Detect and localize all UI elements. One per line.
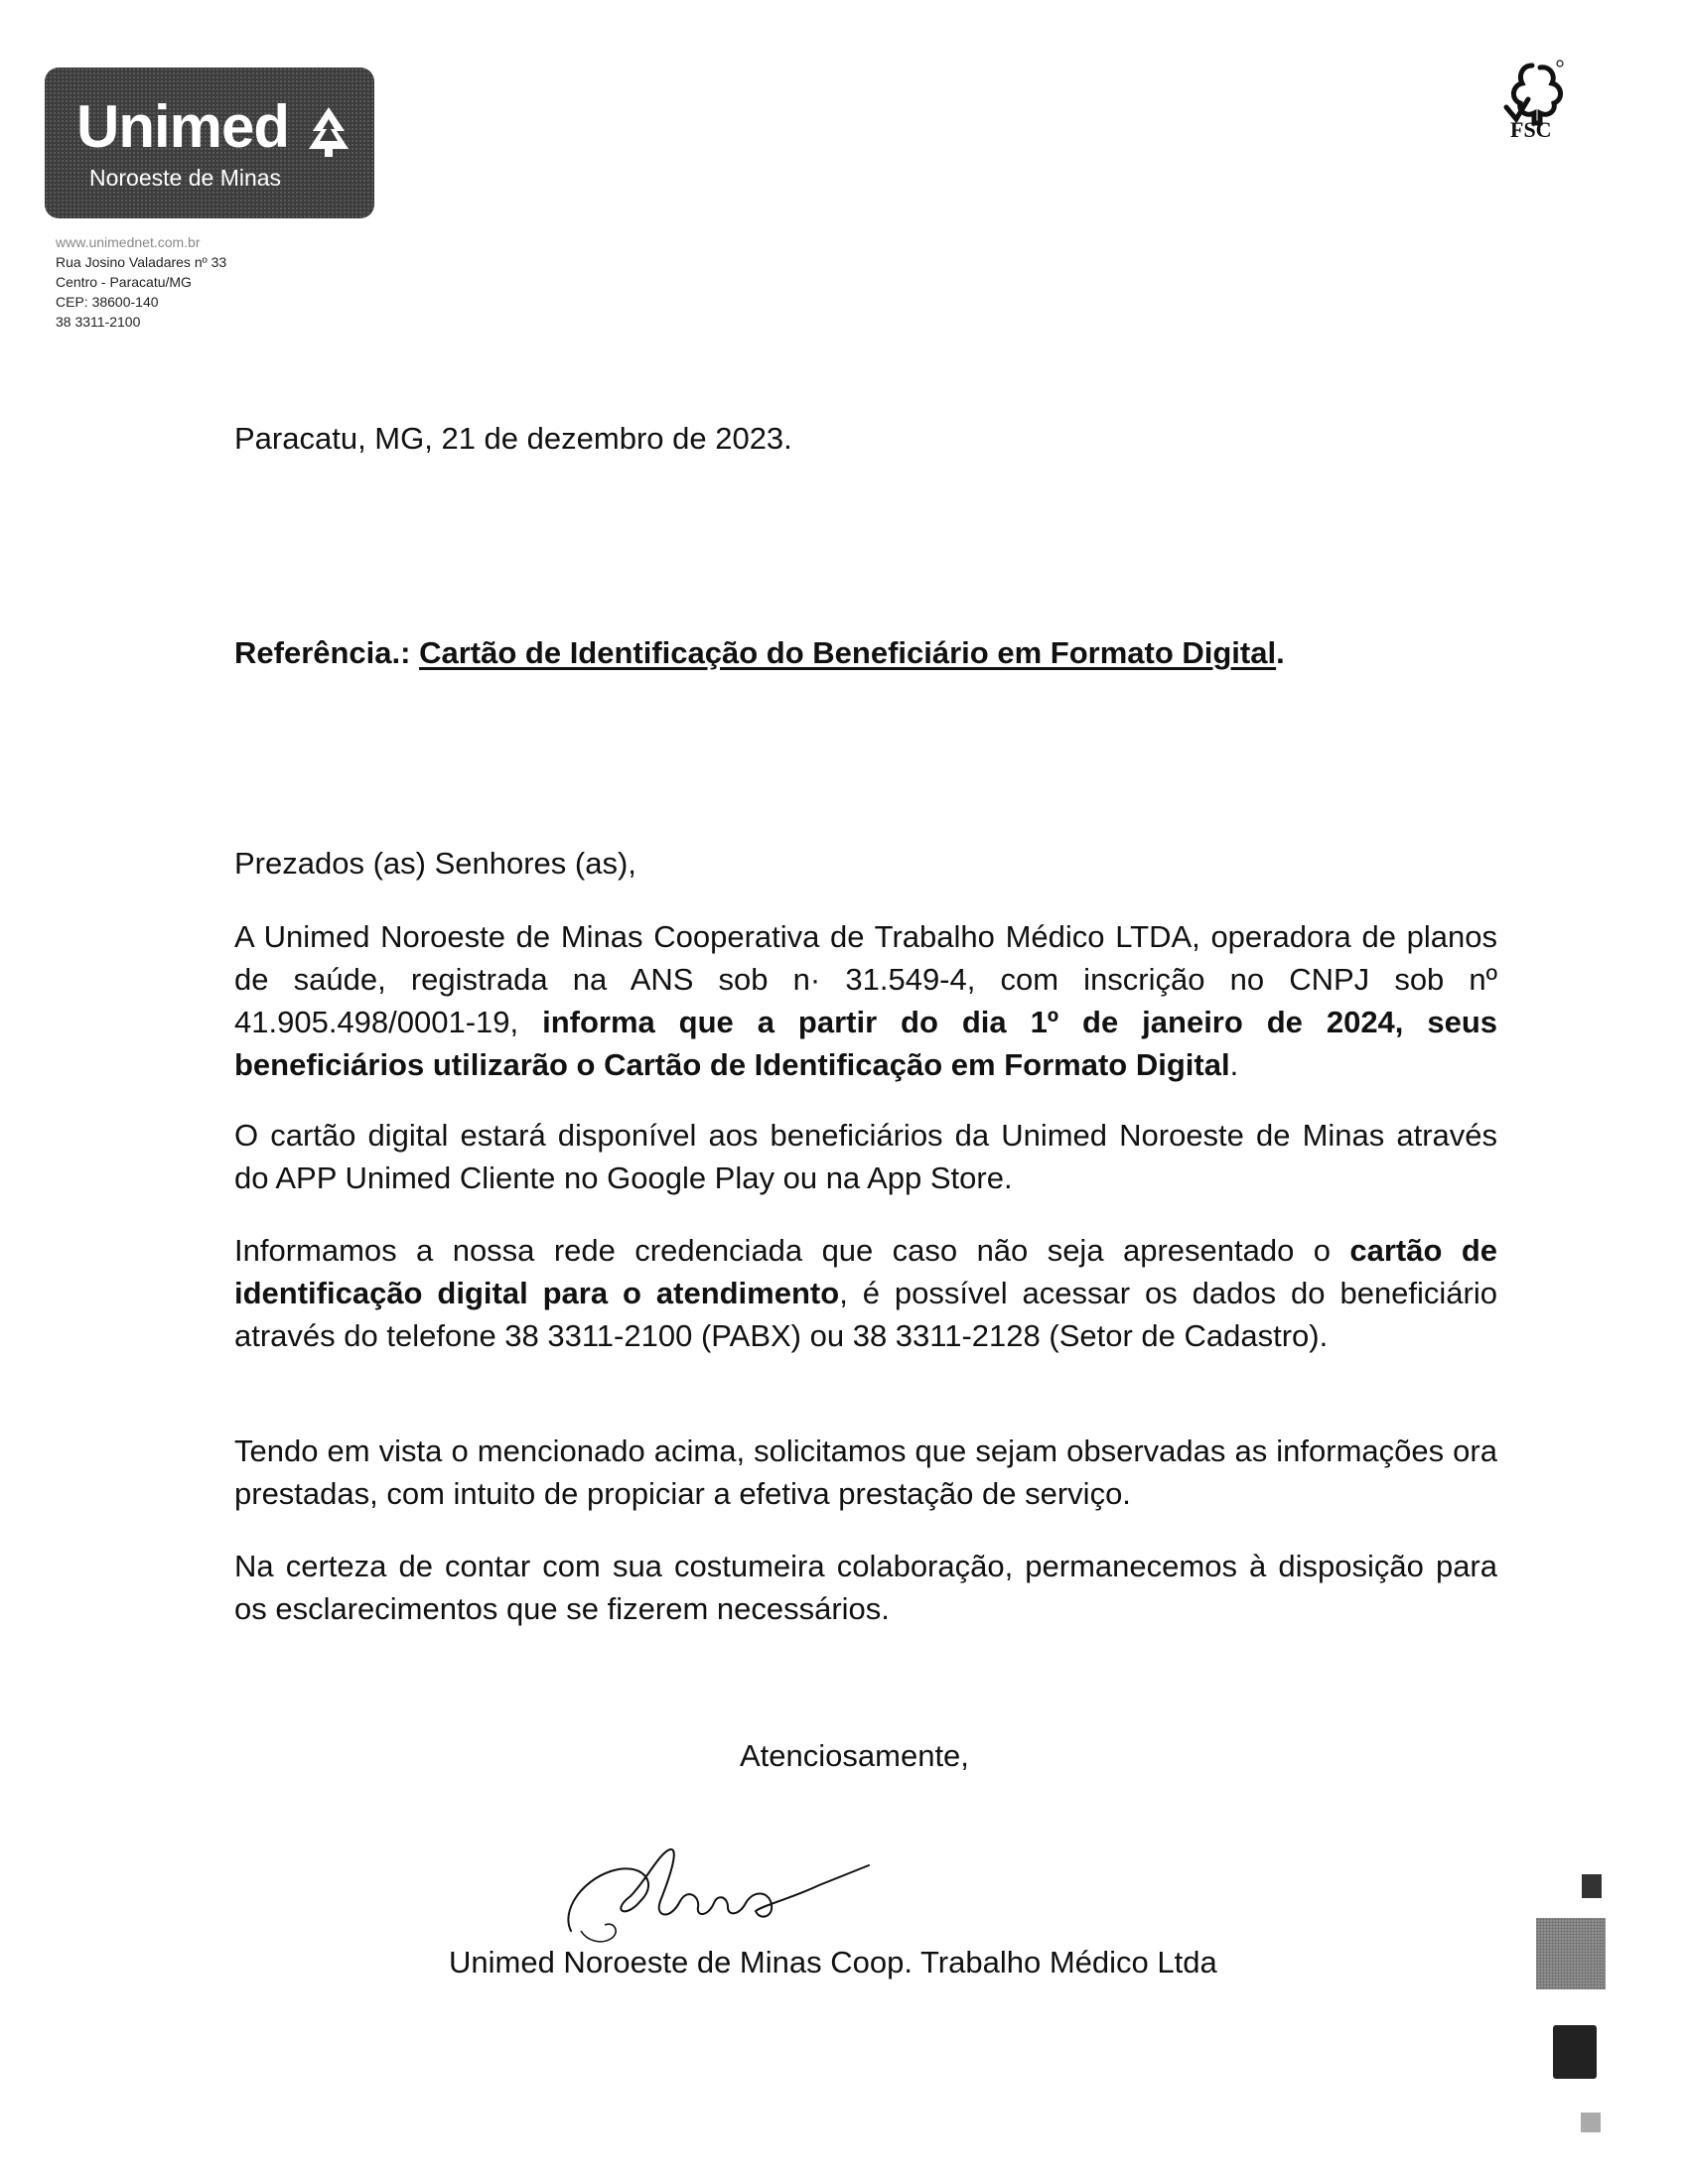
address-phone: 38 3311-2100 [56, 314, 141, 330]
logo-subtitle: Noroeste de Minas [89, 165, 282, 191]
paragraph-4: Tendo em vista o mencionado acima, solicitamos que sejam observadas as informações ora prestadas, com intuito de propiciar a efetiva prestação de serviço. [234, 1433, 1497, 1511]
paragraph-3-start: Informamos a nossa rede credenciada que caso não seja apresentado o [234, 1233, 1350, 1268]
address-street: Rua Josino Valadares nº 33 [56, 254, 227, 270]
scan-mark [1581, 2113, 1601, 2132]
paragraph-2: O cartão digital estará disponível aos beneficiários da Unimed Noroeste de Minas através do APP Unimed Cliente no Google Play ou na App Store. [234, 1118, 1497, 1195]
paragraph-3-bold: cartão de identificação digital para o atendimento [234, 1233, 1497, 1310]
paragraph-5: Na certeza de contar com sua costumeira colaboração, permanecemos à disposição para os esclarecimentos que se fizerem necessários. [234, 1549, 1497, 1626]
scan-mark [1582, 1874, 1602, 1898]
fsc-label: FSC [1510, 117, 1552, 142]
paragraph-3-end: , é possível acessar os dados do beneficiário através do telefone 38 3311-2100 (PABX) ou 38 3311-2128 (Setor de Cadastro). [234, 1276, 1498, 1353]
letter-date: Paracatu, MG, 21 de dezembro de 2023. [234, 421, 792, 456]
paragraph-3 [234, 1229, 1497, 1357]
reference-subject: Cartão de Identificação do Beneficiário em Formato Digital [419, 635, 1277, 670]
reference-end: . [1276, 635, 1285, 670]
paragraph-1-end: . [1229, 1047, 1239, 1082]
company-address [56, 232, 226, 332]
address-district: Centro - Paracatu/MG [56, 274, 192, 290]
reference-label: Referência.: [234, 635, 411, 670]
address-cep: CEP: 38600-140 [56, 294, 159, 310]
scan-mark [1536, 1918, 1606, 1989]
unimed-tree-icon [305, 105, 352, 159]
address-website: www.unimednet.com.br [56, 234, 201, 250]
paragraph-1-bold: informa que a partir do dia 1º de janeiro de 2024, seus beneficiários utilizarão o Cartão de Identificação em Formato Digital [234, 1005, 1497, 1082]
greeting: Prezados (as) Senhores (as), [234, 846, 636, 881]
closing: Atenciosamente, [740, 1738, 969, 1773]
paragraph-1 [234, 915, 1497, 1086]
scan-mark [1553, 2025, 1597, 2079]
unimed-logo [45, 68, 374, 218]
reference-line [234, 631, 1285, 674]
logo-name: Unimed [76, 93, 290, 160]
paragraph-1-text: A Unimed Noroeste de Minas Cooperativa de Trabalho Médico LTDA, operadora de planos de saúde, registrada na ANS sob n· 31.549-4, com inscrição no CNPJ sob nº 41.905.498/0001-19, [234, 919, 1497, 1039]
signer-name: Unimed Noroeste de Minas Coop. Trabalho Médico Ltda [449, 1945, 1217, 1979]
